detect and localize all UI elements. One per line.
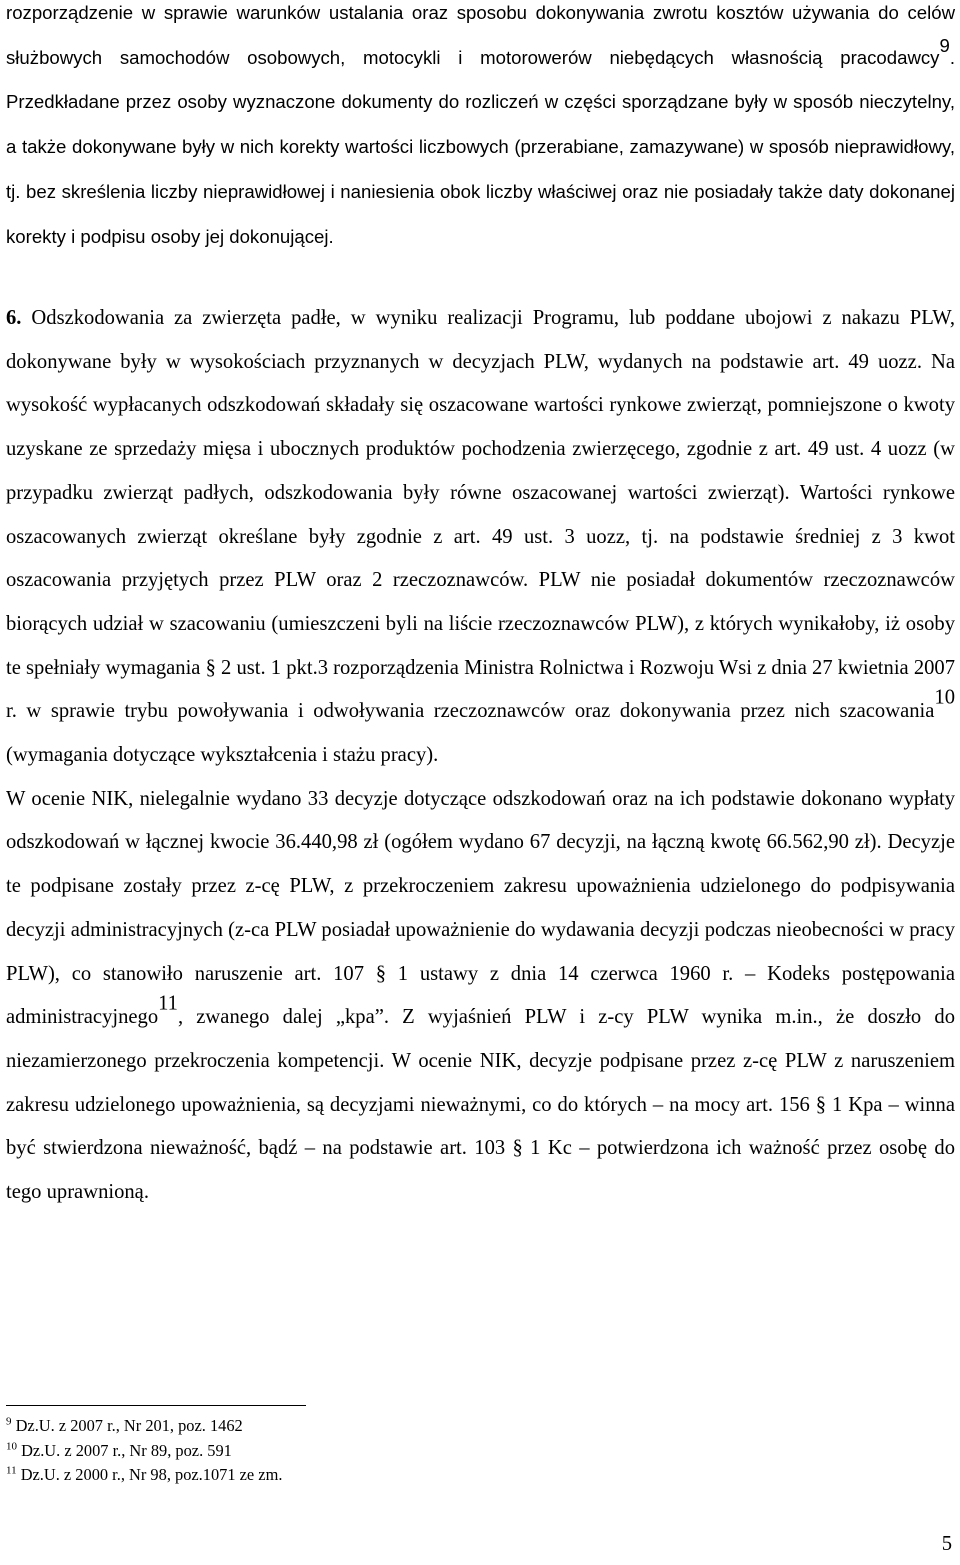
footnote-marker: 10: [6, 1439, 17, 1452]
footnote-text: Dz.U. z 2007 r., Nr 89, poz. 591: [17, 1440, 232, 1460]
page-number: 5: [941, 1533, 952, 1555]
paragraph-1-text-b: . Przedkładane przez osoby wyznaczone dokumenty do rozliczeń w części sporządzane były w sposób nieczytelny, a także dokonywane były w nich korekty wartości liczbowych (przerabiane, zamazywane) w sposób nieprawidłowy, tj. bez skreślenia liczby nieprawidłowej i naniesienia obok liczby właściwej oraz nie posiadały także daty dokonanej korekty i podpisu osoby jej dokonującej.: [6, 46, 955, 247]
paragraph-2: [6, 297, 955, 1215]
footnote-ref-11: 11: [158, 992, 178, 1015]
footnote-text: Dz.U. z 2007 r., Nr 201, poz. 1462: [11, 1416, 243, 1435]
paragraph-2-text-f: , zwanego dalej „kpa”. Z wyjaśnień PLW i z-cy PLW wynika m.in., że doszło do niezamierzonego przekroczenia kompetencji. W ocenie NIK, decyzje podpisane przez z-cę PLW z naruszeniem zakresu udzielonego upoważnienia, są decyzjami nieważnymi, co do których – na mocy art. 156 § 1 Kpa – winna być stwierdzona nieważność, bądź – na podstawie art. 103 § 1 Kc – potwierdzona ich ważność przez osobę do tego uprawnioną.: [6, 1006, 955, 1204]
footnote-text: Dz.U. z 2000 r., Nr 98, poz.1071 ze zm.: [16, 1465, 283, 1484]
footnote-divider: [6, 1405, 306, 1406]
footnote-ref-10: 10: [934, 686, 955, 709]
footnote-10: [6, 1439, 282, 1464]
paragraph-2-text-c: na podstawie średniej z 3 kwot oszacowania przyjętych przez PLW oraz 2 rzeczoznawców. PLW nie posiadał dokumentów rzeczoznawców biorących udział w szacowaniu (umieszczeni byli na liście rzeczoznawców PLW), z których wynikałoby, iż osoby te spełniały wymagania § 2 ust. 1 pkt.3 rozporządzenia Ministra Rolnictwa i Rozwoju Wsi z dnia 27 kwietnia 2007 r. w sprawie trybu powoływania i odwoływania rzeczoznawców oraz dokonywania przez nich szacowania: [6, 525, 956, 723]
paragraph-1: [6, 0, 955, 259]
paragraph-2-text-b: Na wysokość wypłacanych odszkodowań składały się oszacowane wartości rynkowe zwierząt, pomniejszone o kwoty uzyskane ze sprzedaży mięsa i ubocznych produktów pochodzenia zwierzęcego, zgodnie z art. 49 ust. 4 uozz (w przypadku zwierząt padłych, odszkodowania były równe oszacowanej wartości zwierząt). Wartości rynkowe oszacowanych zwierząt określane były zgodnie z art. 49 ust. 3 uozz, tj.: [6, 350, 955, 548]
paragraph-2-text-a: Odszkodowania za zwierzęta padłe, w wyniku realizacji Programu, lub poddane ubojowi z nakazu PLW, dokonywane były w wysokościach przyznanych w decyzjach PLW, wydanych na podstawie art. 49 uozz.: [6, 307, 955, 373]
paragraph-2-number: 6.: [6, 307, 22, 329]
footnote-marker: 11: [6, 1464, 17, 1477]
paragraph-1-text-a: rozporządzenie w sprawie warunków ustalania oraz sposobu dokonywania zwrotu kosztów używania do celów służbowych samochodów osobowych, motocykli i motorowerów niebędących własnością pracodawcy: [6, 2, 955, 68]
footnote-11: [6, 1463, 282, 1488]
footnotes: [6, 1414, 282, 1488]
footnote-marker: 9: [6, 1415, 12, 1428]
footnote-ref-9: 9: [939, 34, 950, 56]
paragraph-2-text-d: (wymagania dotyczące wykształcenia i stażu pracy).: [6, 744, 439, 767]
footnote-9: [6, 1414, 282, 1439]
paragraph-2-text-e: W ocenie NIK, nielegalnie wydano 33 decyzje dotyczące odszkodowań oraz na ich podstawie dokonano wypłaty odszkodowań w łącznej kwocie 36.440,98 zł (ogółem wydano 67 decyzji, na łączną kwotę 66.562,90 zł). Decyzje te podpisane zostały przez z-cę PLW, z przekroczeniem zakresu upoważnienia udzielonego do podpisywania decyzji administracyjnych (z-ca PLW posiadał upoważnienie do wydawania decyzji podczas nieobecności w pracy PLW), co stanowiło naruszenie art. 107 § 1 ustawy z dnia 14 czerwca 1960 r. – Kodeks postępowania administracyjnego: [6, 787, 955, 1029]
